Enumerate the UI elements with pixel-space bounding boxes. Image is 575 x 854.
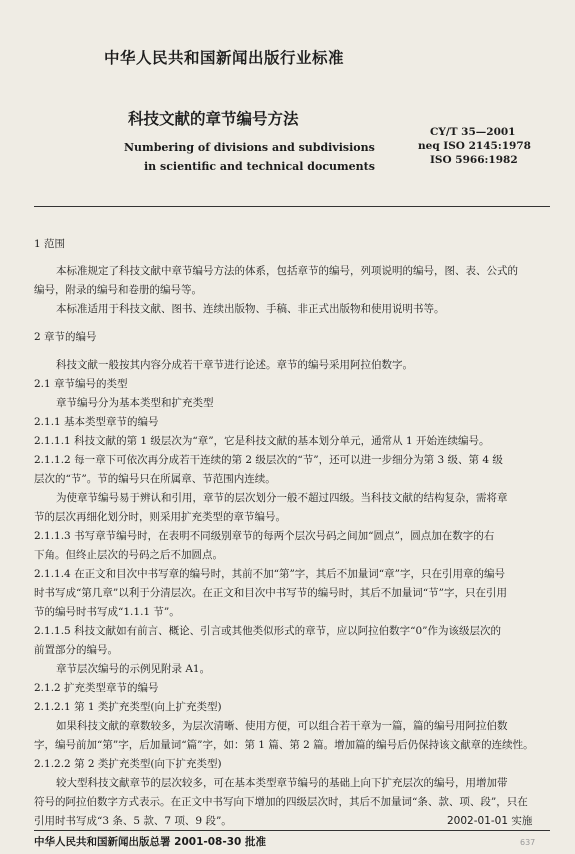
clause-2-1-2-1-line1: 如果科技文献的章数较多，为层次清晰、使用方便，可以组合若干章为一篇，篇的编号用阿拉伯数 bbox=[56, 720, 508, 732]
clause-2-1-2-2-heading: 2.1.2.2 第 2 类扩充类型(向下扩充类型) bbox=[34, 758, 222, 770]
implementation-date: 2002-01-01 实施 bbox=[447, 815, 533, 827]
footer-divider bbox=[34, 830, 550, 831]
standard-code: CY/T 35—2001 bbox=[430, 126, 516, 138]
section-1-heading: 1 范围 bbox=[34, 238, 66, 250]
standard-title-english-line1: Numbering of divisions and subdivisions bbox=[124, 141, 375, 154]
clause-2-1-1-4-line3: 节的编号时书写成“1.1.1 节”。 bbox=[34, 606, 180, 618]
section-1-paragraph-1-line2: 编号，附录的编号和卷册的编号等。 bbox=[34, 284, 202, 296]
section-2-1-2-heading: 2.1.2 扩充类型章节的编号 bbox=[34, 682, 159, 694]
equivalent-iso-2145: neq ISO 2145:1978 bbox=[418, 140, 531, 152]
clause-2-1-1-2-note-line1: 为使章节编号易于辨认和引用，章节的层次划分一般不超过四级。当科技文献的结构复杂，需将章 bbox=[56, 492, 508, 504]
header-divider bbox=[34, 206, 550, 207]
clause-2-1-1-5-line1: 2.1.1.5 科技文献如有前言、概论、引言或其他类似形式的章节，应以阿拉伯数字“0”作为该级层次的 bbox=[34, 625, 501, 637]
clause-2-1-1-2-note-line2: 节的层次再细化划分时，则采用扩充类型的章节编号。 bbox=[34, 511, 286, 523]
approval-statement: 中华人民共和国新闻出版总署 2001-08-30 批准 bbox=[34, 836, 266, 848]
section-2-heading: 2 章节的编号 bbox=[34, 331, 97, 343]
clause-2-1-1-4-line2: 时书写成“第几章”以利于分清层次。在正文和目次中书写节的编号时，其后不加量词“节”字，只在引用 bbox=[34, 587, 507, 599]
section-2-1-heading: 2.1 章节编号的类型 bbox=[34, 378, 128, 390]
standard-title-chinese: 科技文献的章节编号方法 bbox=[128, 110, 299, 128]
issuing-organization: 中华人民共和国新闻出版行业标准 bbox=[104, 49, 345, 67]
clause-2-1-1-2-line2: 层次的“节”。节的编号只在所属章、节范围内连续。 bbox=[34, 473, 276, 485]
clause-2-1-2-2-line2: 符号的阿拉伯数字方式表示。在正文中书写向下增加的四级层次时，其后不加量词“条、款、项、段”，只在 bbox=[34, 796, 528, 808]
section-2-paragraph: 科技文献一般按其内容分成若干章节进行论述。章节的编号采用阿拉伯数字。 bbox=[56, 359, 413, 371]
clause-2-1-2-2-line3: 引用时书写成“3 条、5 款、7 项、9 段”。 bbox=[34, 815, 232, 827]
section-1-paragraph-1-line1: 本标准规定了科技文献中章节编号方法的体系，包括章节的编号，列项说明的编号，图、表、公式的 bbox=[56, 265, 518, 277]
page-number: 637 bbox=[520, 838, 536, 847]
section-2-1-1-heading: 2.1.1 基本类型章节的编号 bbox=[34, 416, 159, 428]
section-2-1-paragraph: 章节编号分为基本类型和扩充类型 bbox=[56, 397, 214, 409]
clause-2-1-2-1-line2: 字，编号前加“第”字，后加量词“篇”字，如：第 1 篇、第 2 篇。增加篇的编号后仍保持该文献章的连续性。 bbox=[34, 739, 534, 751]
clause-2-1-2-1-heading: 2.1.2.1 第 1 类扩充类型(向上扩充类型) bbox=[34, 701, 222, 713]
reference-iso-5966: ISO 5966:1982 bbox=[430, 154, 518, 166]
clause-2-1-1-3-line2: 下角。但终止层次的号码之后不加圆点。 bbox=[34, 549, 223, 561]
clause-2-1-1-5-line2: 前置部分的编号。 bbox=[34, 644, 118, 656]
clause-2-1-1-4-line1: 2.1.1.4 在正文和目次中书写章的编号时，其前不加“第”字，其后不加量词“章”字，只在引用章的编号 bbox=[34, 568, 506, 580]
clause-2-1-1-3-line1: 2.1.1.3 书写章节编号时，在表明不同级别章节的每两个层次号码之间加“圆点”，圆点加在数字的右 bbox=[34, 530, 495, 542]
section-1-paragraph-2: 本标准适用于科技文献、图书、连续出版物、手稿、非正式出版物和使用说明书等。 bbox=[56, 303, 445, 315]
appendix-reference: 章节层次编号的示例见附录 A1。 bbox=[56, 663, 211, 675]
clause-2-1-1-2-line1: 2.1.1.2 每一章下可依次再分成若干连续的第 2 级层次的“节”，还可以进一步细分为第 3 级、第 4 级 bbox=[34, 454, 503, 466]
clause-2-1-2-2-line1: 较大型科技文献章节的层次较多，可在基本类型章节编号的基础上向下扩充层次的编号，用增加带 bbox=[56, 777, 508, 789]
standard-title-english-line2: in scientific and technical documents bbox=[144, 160, 375, 173]
clause-2-1-1-1: 2.1.1.1 科技文献的第 1 级层次为“章”，它是科技文献的基本划分单元，通常从 1 开始连续编号。 bbox=[34, 435, 490, 447]
